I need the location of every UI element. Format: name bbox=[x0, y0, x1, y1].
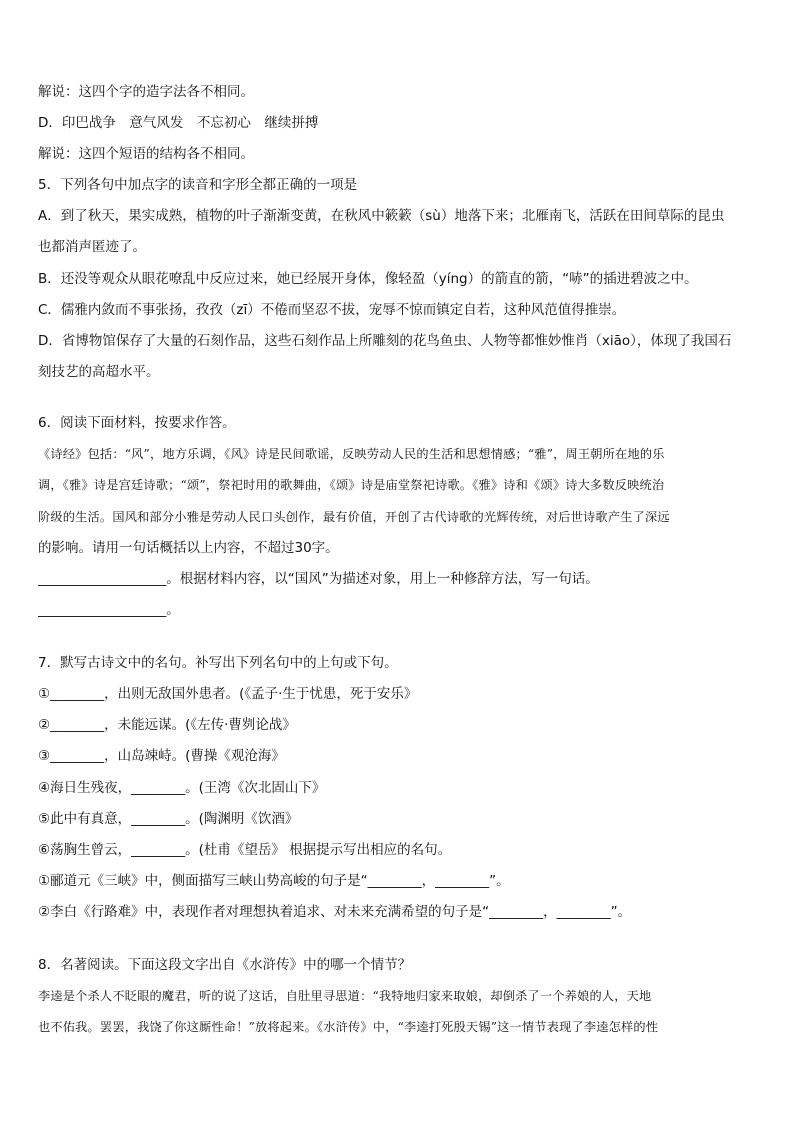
poem-prompt-item: ②李白《行路难》中，表现作者对理想执着追求、对未来充满希望的句子是“________，________”。 bbox=[38, 904, 632, 920]
option-b-line: B．还没等观众从眼花嘹乱中反应过来，她已经展开身体，像轻盈（yíng）的箭直的箭，“哧”的插进碧波之中。 bbox=[38, 271, 698, 287]
explanation-line: 解说：这四个字的造字法各不相同。 bbox=[38, 84, 254, 100]
option-a-line-cont: 也都消声匿迹了。 bbox=[38, 239, 146, 255]
question-8-title: 8．名著阅读。下面这段文字出自《水浒传》中的哪一个情节？ bbox=[38, 957, 412, 973]
material-line: 《诗经》包括：“风”，地方乐调，《风》诗是民间歌谣，反映劳动人民的生活和思想情感；“雅”，周王朝所在地的乐 bbox=[38, 447, 665, 461]
option-d-line: D．省博物馆保存了大量的石刻作品，这些石刻作品上所雕刻的花鸟鱼虫、人物等都惟妙惟肖（xiāo），体现了我国石 bbox=[38, 333, 732, 349]
poem-item: ⑤此中有真意，________。(陶渊明《饮酒》 bbox=[38, 811, 299, 827]
question-6-title: 6．阅读下面材料，按要求作答。 bbox=[38, 415, 236, 431]
poem-prompt-item: ①郦道元《三峡》中，侧面描写三峡山势高峻的句子是“________，________”。 bbox=[38, 873, 510, 889]
option-c-line: C．儒雅内敛而不事张扬，孜孜（zī）不倦而坚忍不拔，宠辱不惊而镇定自若，这种风范值得推崇。 bbox=[38, 302, 626, 318]
question-5-title: 5．下列各句中加点字的读音和字形全都正确的一项是 bbox=[38, 177, 358, 193]
explanation-line: 解说：这四个短语的结构各不相同。 bbox=[38, 146, 254, 162]
answer-blank-line: ___________________。根据材料内容，以“国风”为描述对象，用上一种修辞方法，写一句话。 bbox=[38, 571, 599, 587]
poem-item: ③________，山岛竦峙。(曹操《观沧海》 bbox=[38, 748, 285, 764]
option-d-line-cont: 刻技艺的高超水平。 bbox=[38, 364, 160, 380]
poem-item: ②________，未能远谋。(《左传·曹刿论战》 bbox=[38, 717, 296, 733]
material-line: 阶级的生活。国风和部分小雅是劳动人民口头创作，最有价值，开创了古代诗歌的光辉传统，对后世诗歌产生了深远 bbox=[38, 510, 670, 524]
option-a-line: A．到了秋天，果实成熟，植物的叶子渐渐变黄，在秋风中簌簌（sù）地落下来；北雁南飞，活跃在田间草际的昆虫 bbox=[38, 208, 725, 224]
answer-blank-line: ___________________。 bbox=[38, 602, 180, 618]
poem-item: ⑥荡胸生曾云，________。(杜甫《望岳》 根据提示写出相应的名句。 bbox=[38, 842, 452, 858]
question-7-title: 7．默写古诗文中的名句。补写出下列名句中的上句或下句。 bbox=[38, 655, 398, 671]
excerpt-line: 也不佑我。罢罢，我饶了你这厮性命！”放将起来。《水浒传》中，“李逵打死殷天锡”这一情节表现了李逵怎样的性 bbox=[38, 1020, 659, 1034]
material-line: 调，《雅》诗是宫廷诗歌；“颂”，祭祀时用的歌舞曲，《颂》诗是庙堂祭祀诗歌。《雅》诗和《颂》诗大多数反映统治 bbox=[38, 478, 665, 492]
poem-item: ④海日生残夜，________。(王湾《次北固山下》 bbox=[38, 780, 326, 796]
poem-item: ①________，出则无敌国外患者。(《孟子·生于忧患，死于安乐》 bbox=[38, 686, 418, 702]
material-line: 的影响。请用一句话概括以上内容，不超过30字。 bbox=[38, 540, 339, 556]
excerpt-line: 李逵是个杀人不眨眼的魔君，听的说了这话，自肚里寻思道：“我特地归家来取娘，却倒杀了一个养娘的人，天地 bbox=[38, 989, 652, 1003]
option-d-line: D．印巴战争 意气风发 不忘初心 继续拼搏 bbox=[38, 115, 319, 131]
